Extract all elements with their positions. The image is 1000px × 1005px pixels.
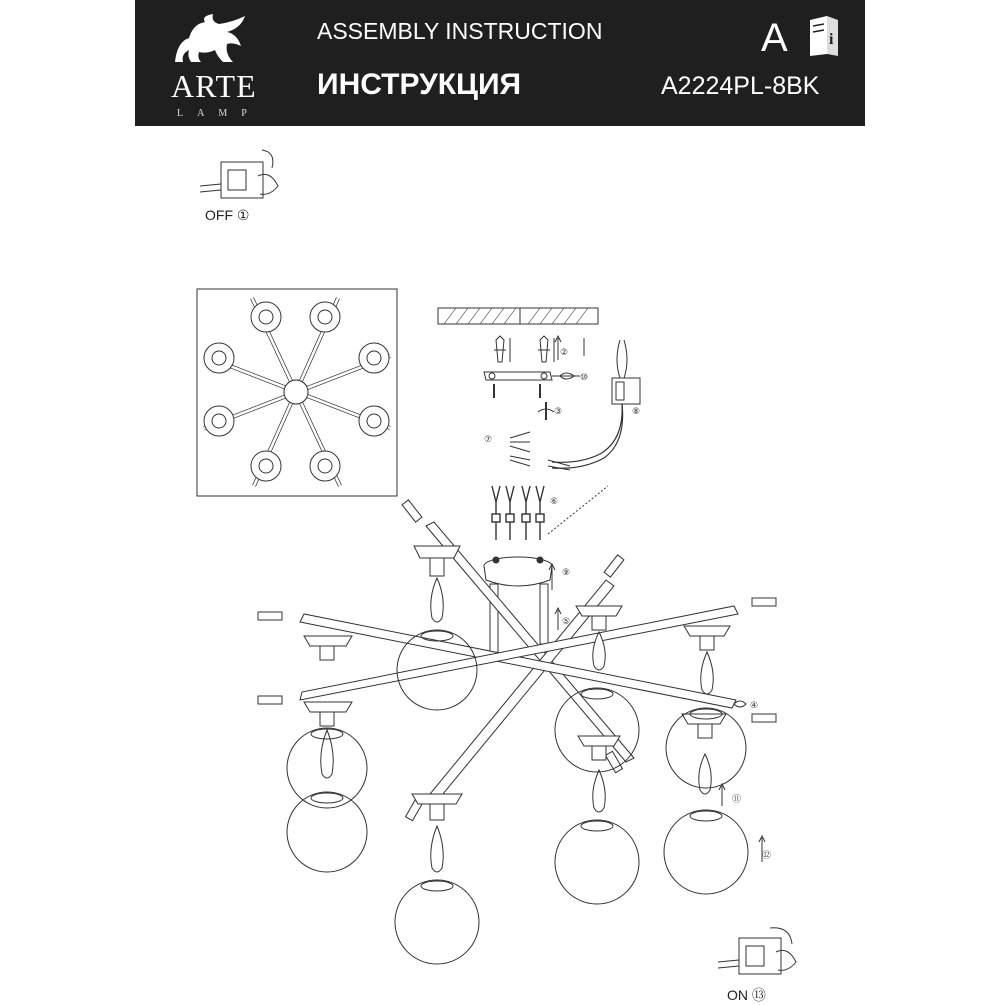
power-cable (552, 404, 622, 462)
guide-line (548, 486, 608, 534)
top-view-diagram (197, 289, 397, 496)
step-label-11: ⑪ (732, 795, 742, 805)
step-label-4: ④ (750, 701, 759, 711)
step-label-3: ③ (554, 407, 563, 417)
step-label-5: ⑤ (562, 617, 571, 627)
doc-letter: A (761, 16, 788, 60)
wall-anchors-icon (494, 336, 554, 362)
direction-arrows (549, 336, 765, 862)
title-russian: ИНСТРУКЦИЯ (317, 68, 522, 101)
power-switch-off-icon (200, 150, 278, 198)
step-numbers (484, 348, 771, 861)
step-label-9: ⑨ (562, 568, 571, 578)
step-label-12: ⑫ (762, 851, 772, 861)
model-number: A2224PL-8BK (661, 72, 820, 100)
svg-text:i: i (829, 31, 834, 48)
step-label-6: ⑥ (550, 497, 559, 507)
title-english: ASSEMBLY INSTRUCTION (317, 18, 603, 44)
brand-name: ARTE (171, 68, 257, 104)
screw-icon (538, 402, 554, 420)
step-label-10: ⑩ (580, 373, 589, 383)
power-on-label: ON ⑬ (727, 987, 766, 1003)
glass-globes (287, 630, 748, 964)
canopy-wires-icon (492, 486, 544, 540)
step-label-8: ⑧ (632, 407, 641, 417)
terminal-block-icon (612, 340, 640, 404)
mounting-bracket-icon (484, 372, 580, 398)
power-off-label: OFF ① (205, 207, 250, 223)
step-label-2: ② (560, 348, 569, 358)
wire-connectors-icon (510, 432, 570, 470)
brand-subtitle: LAMP (177, 108, 261, 119)
ceiling-section (438, 308, 598, 324)
step-label-7: ⑦ (484, 435, 493, 445)
power-switch-on-icon (718, 928, 796, 974)
